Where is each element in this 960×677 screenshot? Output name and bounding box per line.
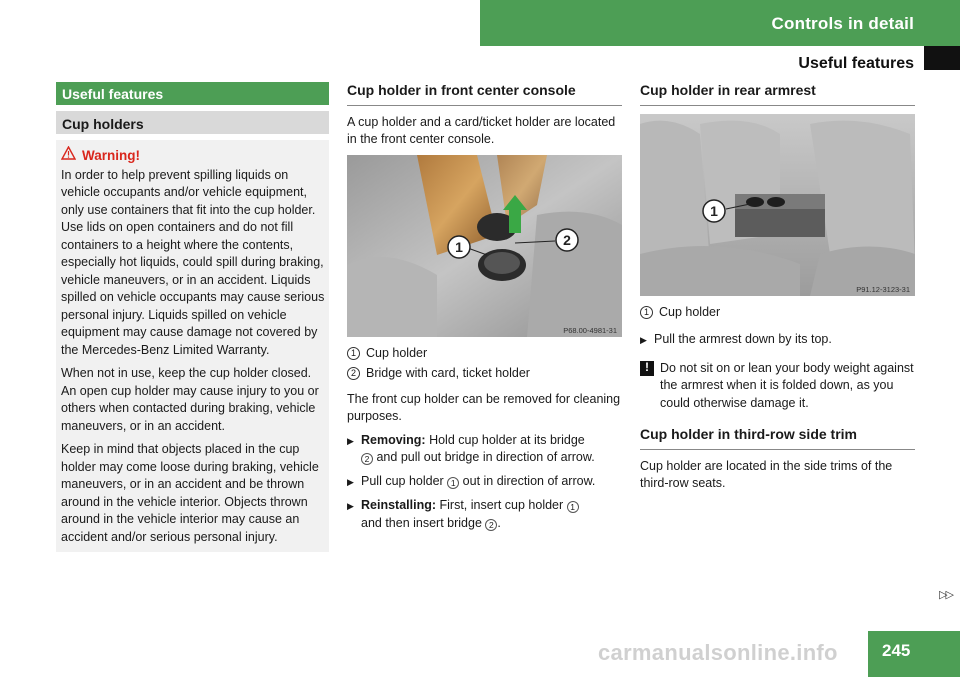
header-black-tab — [924, 46, 960, 70]
step-arrow-icon: ▶ — [347, 435, 354, 446]
photo-callout-1: 1 — [710, 202, 718, 219]
intro-text: A cup holder and a card/ticket holder are located in the front center console. — [347, 114, 616, 146]
front-cup-holder-heading: Cup holder in front center console — [347, 82, 622, 106]
notice-text: Do not sit on or lean your body weight against the armrest when it is folded down, as you could otherwise damage it. — [660, 360, 914, 410]
step-pull-armrest: ▶ Pull the armrest down by its top. — [640, 331, 915, 350]
warning-paragraph: When not in use, keep the cup holder closed. An open cup holder may cause injury to you or others when contacted during braking, vehicle maneuvers, or in an accident. — [61, 366, 319, 433]
step-label: Removing: — [361, 432, 426, 447]
step-label: Reinstalling: — [361, 498, 437, 512]
step-removing: ▶ Removing: Hold cup holder at its bridge 2 and pull out bridge in direction of arrow. — [347, 432, 622, 467]
inline-number: 2 — [361, 453, 373, 465]
step-pull: ▶ Pull cup holder 1 out in direction of arrow. — [347, 473, 622, 492]
middle-column — [347, 82, 622, 538]
step-arrow-icon: ▶ — [347, 476, 354, 487]
legend-text: Cup holder — [366, 345, 428, 360]
rear-armrest-photo — [640, 114, 915, 296]
legend-number: 1 — [640, 306, 653, 319]
step-arrow-icon: ▶ — [640, 335, 647, 345]
third-row-heading: Cup holder in third-row side trim — [640, 426, 915, 450]
step-reinstalling: ▶ Reinstalling: First, insert cup holder 1 and then insert bridge 2 . — [347, 497, 622, 532]
section-bar: Useful features — [56, 82, 329, 105]
warning-paragraph: In order to help prevent spilling liquids on vehicle occupants and/or vehicle equipment, only use containers that fit into the cup holder. Use lids on open containers and do not fill containers to a height where the contents, especially hot liquids, could spill during braking, vehicle maneuvers, or in an accident. Liquids spilled on vehicle occupants may cause serious personal injury. Liquids spilled on vehicle equipment may cause damage not covered by the Mercedes-Benz Limited Warranty. — [61, 167, 325, 357]
warning-heading — [61, 146, 325, 165]
removable-text: The front cup holder can be removed for cleaning purposes. — [347, 391, 621, 423]
warning-label: Warning! — [82, 147, 140, 163]
photo-callout-2: 2 — [563, 231, 571, 248]
left-column — [56, 82, 329, 552]
watermark: carmanualsonline.info — [598, 640, 838, 665]
subsection-bar: Cup holders — [56, 111, 329, 134]
photo-callout-1: 1 — [455, 238, 463, 255]
continue-arrow-icon: ▷▷ — [939, 589, 952, 601]
legend-text: Cup holder — [659, 304, 721, 319]
inline-number: 1 — [567, 501, 579, 513]
warning-triangle-icon — [61, 146, 76, 165]
inline-number: 1 — [447, 477, 459, 489]
notice-exclamation-icon: ! — [640, 361, 654, 376]
notice — [640, 360, 915, 413]
inline-number: 2 — [485, 519, 497, 531]
legend-item — [347, 365, 622, 383]
front-console-photo — [347, 155, 622, 337]
legend-item — [347, 345, 622, 363]
legend-item — [640, 304, 915, 322]
warning-box — [56, 140, 329, 552]
right-column — [640, 82, 915, 499]
legend-number: 2 — [347, 367, 360, 380]
rear-cup-holder-heading: Cup holder in rear armrest — [640, 82, 915, 106]
photo-code: P91.12-3123-31 — [856, 284, 910, 294]
legend-text: Bridge with card, ticket holder — [366, 366, 530, 380]
section-title: Useful features — [798, 55, 914, 72]
page-number: 245 — [868, 631, 960, 677]
step-arrow-icon: ▶ — [347, 501, 354, 511]
chapter-title: Controls in detail — [771, 14, 914, 33]
warning-paragraph: Keep in mind that objects placed in the cup holder may come loose during braking, vehicle maneuvers, or in an accident and be thrown around in the vehicle interior. Objects thrown around in the vehicle interior may cause an accident and/or serious personal injury. — [61, 442, 319, 544]
third-row-text: Cup holder are located in the side trims of the third-row seats. — [640, 458, 893, 490]
legend-number: 1 — [347, 347, 360, 360]
photo-code: P68.00-4981-31 — [563, 325, 617, 335]
